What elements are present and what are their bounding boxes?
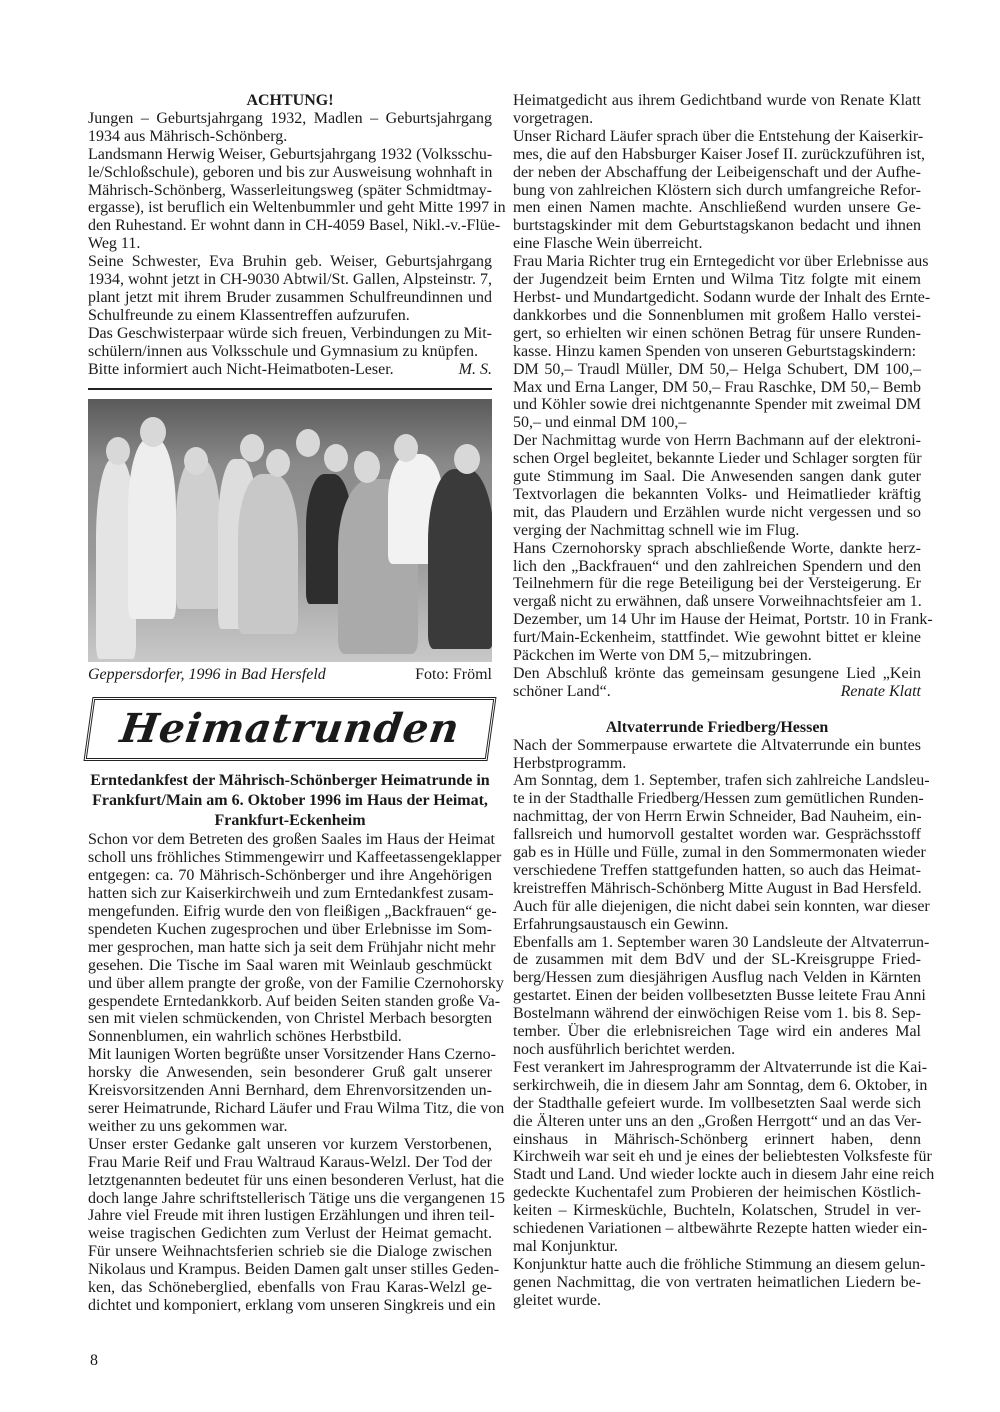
left-column [88, 92, 506, 1315]
text-line: gert, so erhielten wir einen schönen Betrag für unsere Runden- [513, 324, 921, 342]
text-line: hatten sich zur Kaiserkirchweih und zum Erntedankfest zusam- [88, 885, 494, 903]
text-line: eine Flasche Wein überreicht. [513, 235, 703, 253]
text-line: tember. Über die erlebnisreichen Tage wird ein anderes Mal [513, 1023, 921, 1041]
text-line: verschiedene Treffen stattgefunden hatten, so auch das Heimat- [513, 861, 921, 879]
text-line: mer gesprochen, man hatte sich ja seit dem Frühjahr nicht mehr [88, 938, 496, 956]
text-line: Päckchen im Werte von DM 5,– mitzubringen. [513, 647, 812, 665]
text-line: Kreisvorsitzenden Anni Bernhard, dem Ehrenvorsitzenden un- [88, 1082, 492, 1100]
text-line: Sonnenblumen, ein wahrlich schönes Herbstbild. [88, 1028, 402, 1046]
text-line: Frau Marie Reif und Frau Waltraud Karaus-Welzl. Der Tod der [88, 1153, 492, 1171]
text-line: Hans Czernohorsky sprach abschließende Worte, dankte herz- [513, 539, 921, 557]
text-line: Jahre viel Freude mit ihren lustigen Erzählungen und ihren teil- [88, 1207, 495, 1225]
text-line: Max und Erna Langer, DM 50,– Frau Raschke, DM 50,– Bemb [513, 378, 921, 396]
text-line: Schulfreunde zu einem Klassentreffen aufzurufen. [88, 306, 410, 324]
text-line: vorgetragen. [513, 109, 594, 127]
article-title-line: Erntedankfest der Mährisch-Schönberger Heimatrunde in [90, 772, 490, 790]
photo-caption [88, 666, 492, 684]
text-line: Am Sonntag, dem 1. September, trafen sich zahlreiche Landsleu- [513, 772, 930, 790]
text-line: gestartet. Einen der beiden vollbesetzten Busse leitete Frau Anni [513, 987, 926, 1005]
text-line: keiten – Kirmesküchle, Buchteln, Kolatschen, Strudel in ver- [513, 1202, 921, 1220]
text-line: Seine Schwester, Eva Bruhin geb. Weiser, Geburtsjahrgang [88, 253, 492, 271]
text-line: genen Nachmittag, die von vertraten heimatlichen Liedern be- [513, 1273, 921, 1291]
text-line: Schon vor dem Betreten des großen Saales im Haus der Heimat [88, 831, 495, 849]
text-line: einshaus in Mährisch-Schönberg erinnert haben, denn [513, 1130, 921, 1148]
continuation-body [513, 92, 933, 701]
divider [88, 388, 492, 390]
text-line: fallsreich und humorvoll gestaltet worden war. Gesprächsstoff [513, 826, 921, 844]
text-line [88, 361, 492, 379]
altvater-body [513, 736, 935, 1310]
text-line: serkirchweih, die in diesem Jahr am Sonntag, dem 6. Oktober, in [513, 1076, 928, 1094]
text-line: horsky die Anwesenden, sein besonderer Gruß galt unserer [88, 1064, 492, 1082]
text-line: mes, die auf den Habsburger Kaiser Josef II. zurückzuführen ist, [513, 145, 926, 163]
text-line: le/Schloßschule), geboren und bis zur Ausweisung wohnhaft in [88, 163, 493, 181]
text-line: schülern/innen aus Volksschule und Gymnasium zu knüpfen. [88, 342, 479, 360]
text-line: Kirchweih war seit eh und je eines der beliebtesten Volksfeste für [513, 1148, 932, 1166]
text-line: Mährisch-Schönberg, Wasserleitungsweg (später Schmidtmay- [88, 181, 492, 199]
text-line: Stadt und Land. Und wieder lockte auch in diesem Jahr eine reich [513, 1166, 935, 1184]
text-line: mit, das Plaudern und Erzählen wurde nicht vergessen und so [513, 503, 921, 521]
text-line: Herbstprogramm. [513, 754, 627, 772]
text-line: schen Orgel begleitet, bekannte Lieder und Schlager sorgten für [513, 450, 922, 468]
text-line: noch ausführlich berichtet werden. [513, 1041, 736, 1059]
text-line: gesehen. Die Tische im Saal waren mit Weinlaub geschmückt [88, 956, 492, 974]
text-line: Unser Richard Läufer sprach über die Entstehung der Kaiserkir- [513, 127, 924, 145]
achtung-body [88, 109, 506, 379]
text-line: Der Nachmittag wurde von Herrn Bachmann auf der elektroni- [513, 432, 921, 450]
text-line: Das Geschwisterpaar würde sich freuen, Verbindungen zu Mit- [88, 324, 492, 342]
text-line: Den Abschluß krönte das gemeinsam gesungene Lied „Kein [513, 665, 921, 682]
text-line: Bostelmann während der einwöchigen Reise vom 1. bis 8. Sep- [513, 1005, 921, 1023]
text-line: kreistreffen Mährisch-Schönberg Mitte August in Bad Hersfeld. [513, 879, 922, 897]
text-line-content: schöner Land“. [513, 682, 611, 700]
author-signature: Renate Klatt [840, 682, 921, 700]
text-line: gespendete Erntedankkorb. Auf beiden Seiten standen große Va- [88, 992, 501, 1010]
text-line: gedeckte Kuchentafel zum Probieren der heimischen Köstlich- [513, 1184, 921, 1202]
article-title [88, 771, 492, 831]
text-line: weither zu uns gekommen war. [88, 1117, 288, 1135]
text-line: te in der Stadthalle Friedberg/Hessen zum gemütlichen Runden- [513, 790, 924, 808]
text-line: 50,– und einmal DM 100,– [513, 414, 687, 432]
altvater-heading: Altvaterrunde Friedberg/Hessen [605, 718, 829, 736]
text-line: den Ruhestand. Er wohnt dann in CH-4059 Basel, Nikl.-v.-Flüe- [88, 217, 501, 235]
text-line: Nach der Sommerpause erwartete die Altvaterrunde ein buntes [513, 736, 921, 754]
text-line: der Jugendzeit beim Ernten und Wilma Titz folgte mit einem [513, 271, 921, 289]
text-line: Weg 11. [88, 235, 141, 253]
text-line: de zusammen mit dem BdV und der SL-Kreisgruppe Fried- [513, 951, 921, 969]
text-line: Auch für alle diejenigen, die nicht dabei sein konnten, war dieser [513, 897, 930, 915]
text-line: schiedenen Variationen – altbewährte Rezepte hatten wieder ein- [513, 1220, 928, 1238]
text-line: mal Konjunktur. [513, 1237, 618, 1255]
article-title-line: Frankfurt/Main am 6. Oktober 1996 im Haus der Heimat, [92, 792, 488, 810]
text-line: Für unsere Weihnachtsferien schrieb sie die Dialoge zwischen [88, 1243, 492, 1261]
text-line: die Älteren unter uns an den „Großen Herrgott“ und an das Ver- [513, 1112, 922, 1130]
group-photo [88, 399, 492, 662]
text-line: gab es in Hülle und Fülle, zumal in den Sommermonaten wieder [513, 844, 926, 862]
article-body [88, 831, 506, 1314]
text-line: Textvorlagen die bekannten Volks- und Heimatlieder kräftig [513, 485, 921, 503]
text-line: Teilnehmern für die rege Beteiligung bei der Versteigerung. Er [513, 575, 921, 593]
text-line: DM 50,– Traudl Müller, DM 50,– Helga Schubert, DM 100,– [513, 360, 921, 378]
text-line: plant jetzt mit ihrem Bruder zusammen Schulfreundinnen und [88, 288, 492, 306]
text-line: doch lange Jahre schriftstellerisch Tätige uns die vergangenen 15 [88, 1189, 506, 1207]
text-line: Unser erster Gedanke galt unseren vor kurzem Verstorbenen, [88, 1135, 492, 1153]
text-line: entgegen: ca. 70 Mährisch-Schönberger und ihre Angehörigen [88, 867, 492, 885]
article-title-line: Frankfurt-Eckenheim [214, 812, 366, 830]
text-line: ergasse), ist beruflich ein Weltenbummler und geht Mitte 1997 in [88, 199, 506, 217]
text-line: men einen Namen machte. Anschließend wurden unsere Ge- [513, 199, 921, 217]
text-line: serer Heimatrunde, Richard Läufer und Frau Wilma Titz, die von [88, 1100, 505, 1117]
text-line: der Stadthalle gefeiert wurde. Im vollbesetzten Saal werde sich [513, 1094, 921, 1112]
text-line-content: Bitte informiert auch Nicht-Heimatboten-Leser. [88, 360, 394, 378]
text-line: und über allem prangte der große, von der Familie Czernohorsky [88, 974, 504, 992]
text-line: sen mit vielen schmückenden, von Christel Merbach besorgten [88, 1010, 492, 1028]
right-column [513, 92, 935, 1310]
page-number: 8 [90, 1352, 98, 1369]
text-line: Fest verankert im Jahresprogramm der Altvaterrunde ist die Kai- [513, 1058, 928, 1076]
text-line: mengefunden. Eifrig wurde den von fleißigen „Backfrauen“ ge- [88, 903, 497, 921]
author-signature: M. S. [458, 360, 492, 378]
text-line: dichtet und komponiert, erklang vom unseren Singkreis und ein [88, 1296, 496, 1314]
text-line: nachmittag, der von Herrn Erwin Schneider, Bad Nauheim, ein- [513, 808, 922, 826]
text-line: Konjunktur hatte auch die fröhliche Stimmung an diesem gelun- [513, 1255, 926, 1273]
text-line: bung von zahlreichen Klöstern sich durch umfangreiche Refor- [513, 181, 921, 199]
text-line: gute Stimmung im Saal. Die Anwesenden sangen dank guter [513, 468, 921, 486]
text-line: der neben der Abschaffung der Leibeigenschaft und der Aufhe- [513, 163, 921, 181]
text-line: Mit launigen Worten begrüßte unser Vorsitzender Hans Czerno- [88, 1046, 496, 1064]
text-line: Heimatgedicht aus ihrem Gedichtband wurde von Renate Klatt [513, 92, 921, 109]
text-line: gleitet wurde. [513, 1291, 601, 1309]
text-line: Dezember, um 14 Uhr im Hause der Heimat, Portstr. 10 in Frank- [513, 611, 933, 629]
heimatrunden-banner: Heimatrunden [84, 697, 497, 761]
text-line: 1934, wohnt jetzt in CH-9030 Abtwil/St. Gallen, Alpsteinstr. 7, [88, 271, 492, 289]
text-line: vergaß nicht zu erwähnen, daß unsere Vorweihnachtsfeier am 1. [513, 593, 922, 611]
text-line: Erfahrungsaustausch ein Gewinn. [513, 915, 729, 933]
text-line: scholl uns fröhliches Stimmengewirr und Kaffeetassengeklapper [88, 849, 502, 867]
text-line: weise tragischen Gedichten zum Verlust der Heimat gemacht. [88, 1225, 492, 1243]
text-line: ken, das Schöneberglied, ebenfalls von Frau Karas-Welzl ge- [88, 1279, 492, 1297]
text-line: berg/Hessen zum diesjährigen Ausflug nach Velden in Kärnten [513, 969, 921, 987]
text-line: lich den „Backfrauen“ und den zahlreichen Spendern und den [513, 557, 921, 575]
text-line: und Köhler sowie drei nichtgenannte Spender mit zweimal DM [513, 396, 921, 414]
text-line: kasse. Hinzu kamen Spenden von unseren Geburtstagskindern: [513, 342, 917, 360]
text-line: spendeten Kuchen zugesprochen und über Erlebnisse im Som- [88, 920, 492, 938]
text-line: Nikolaus und Krampus. Beiden Damen galt unser stilles Geden- [88, 1261, 500, 1279]
text-line: furt/Main-Eckenheim, stattfindet. Wie gewohnt bittet er kleine [513, 629, 921, 647]
caption-text: Geppersdorfer, 1996 in Bad Hersfeld [88, 665, 326, 683]
text-line: burtstagskinder mit dem Geburtstagskanon bedacht und ihnen [513, 217, 921, 235]
text-line [513, 683, 921, 701]
text-line: verging der Nachmittag schnell wie im Flug. [513, 521, 800, 539]
text-line: Jungen – Geburtsjahrgang 1932, Madlen – Geburtsjahrgang [88, 109, 492, 127]
text-line: dankkorbes und die Sonnenblumen mit großem Hallo verstei- [513, 306, 921, 324]
text-line: Frau Maria Richter trug ein Erntegedicht vor über Erlebnisse aus [513, 253, 929, 271]
text-line: Herbst- und Mundartgedicht. Sodann wurde der Inhalt des Ernte- [513, 288, 931, 306]
text-line: 1934 aus Mährisch-Schönberg. [88, 127, 288, 145]
achtung-heading: ACHTUNG! [246, 92, 334, 109]
text-line: Ebenfalls am 1. September waren 30 Landsleute der Altvaterrun- [513, 933, 930, 951]
text-line: letztgenannten bedeutet für uns einen besonderen Verlust, hat die [88, 1171, 505, 1189]
text-line: Landsmann Herwig Weiser, Geburtsjahrgang 1932 (Volksschu- [88, 145, 493, 163]
photo-credit: Foto: Fröml [415, 665, 492, 683]
